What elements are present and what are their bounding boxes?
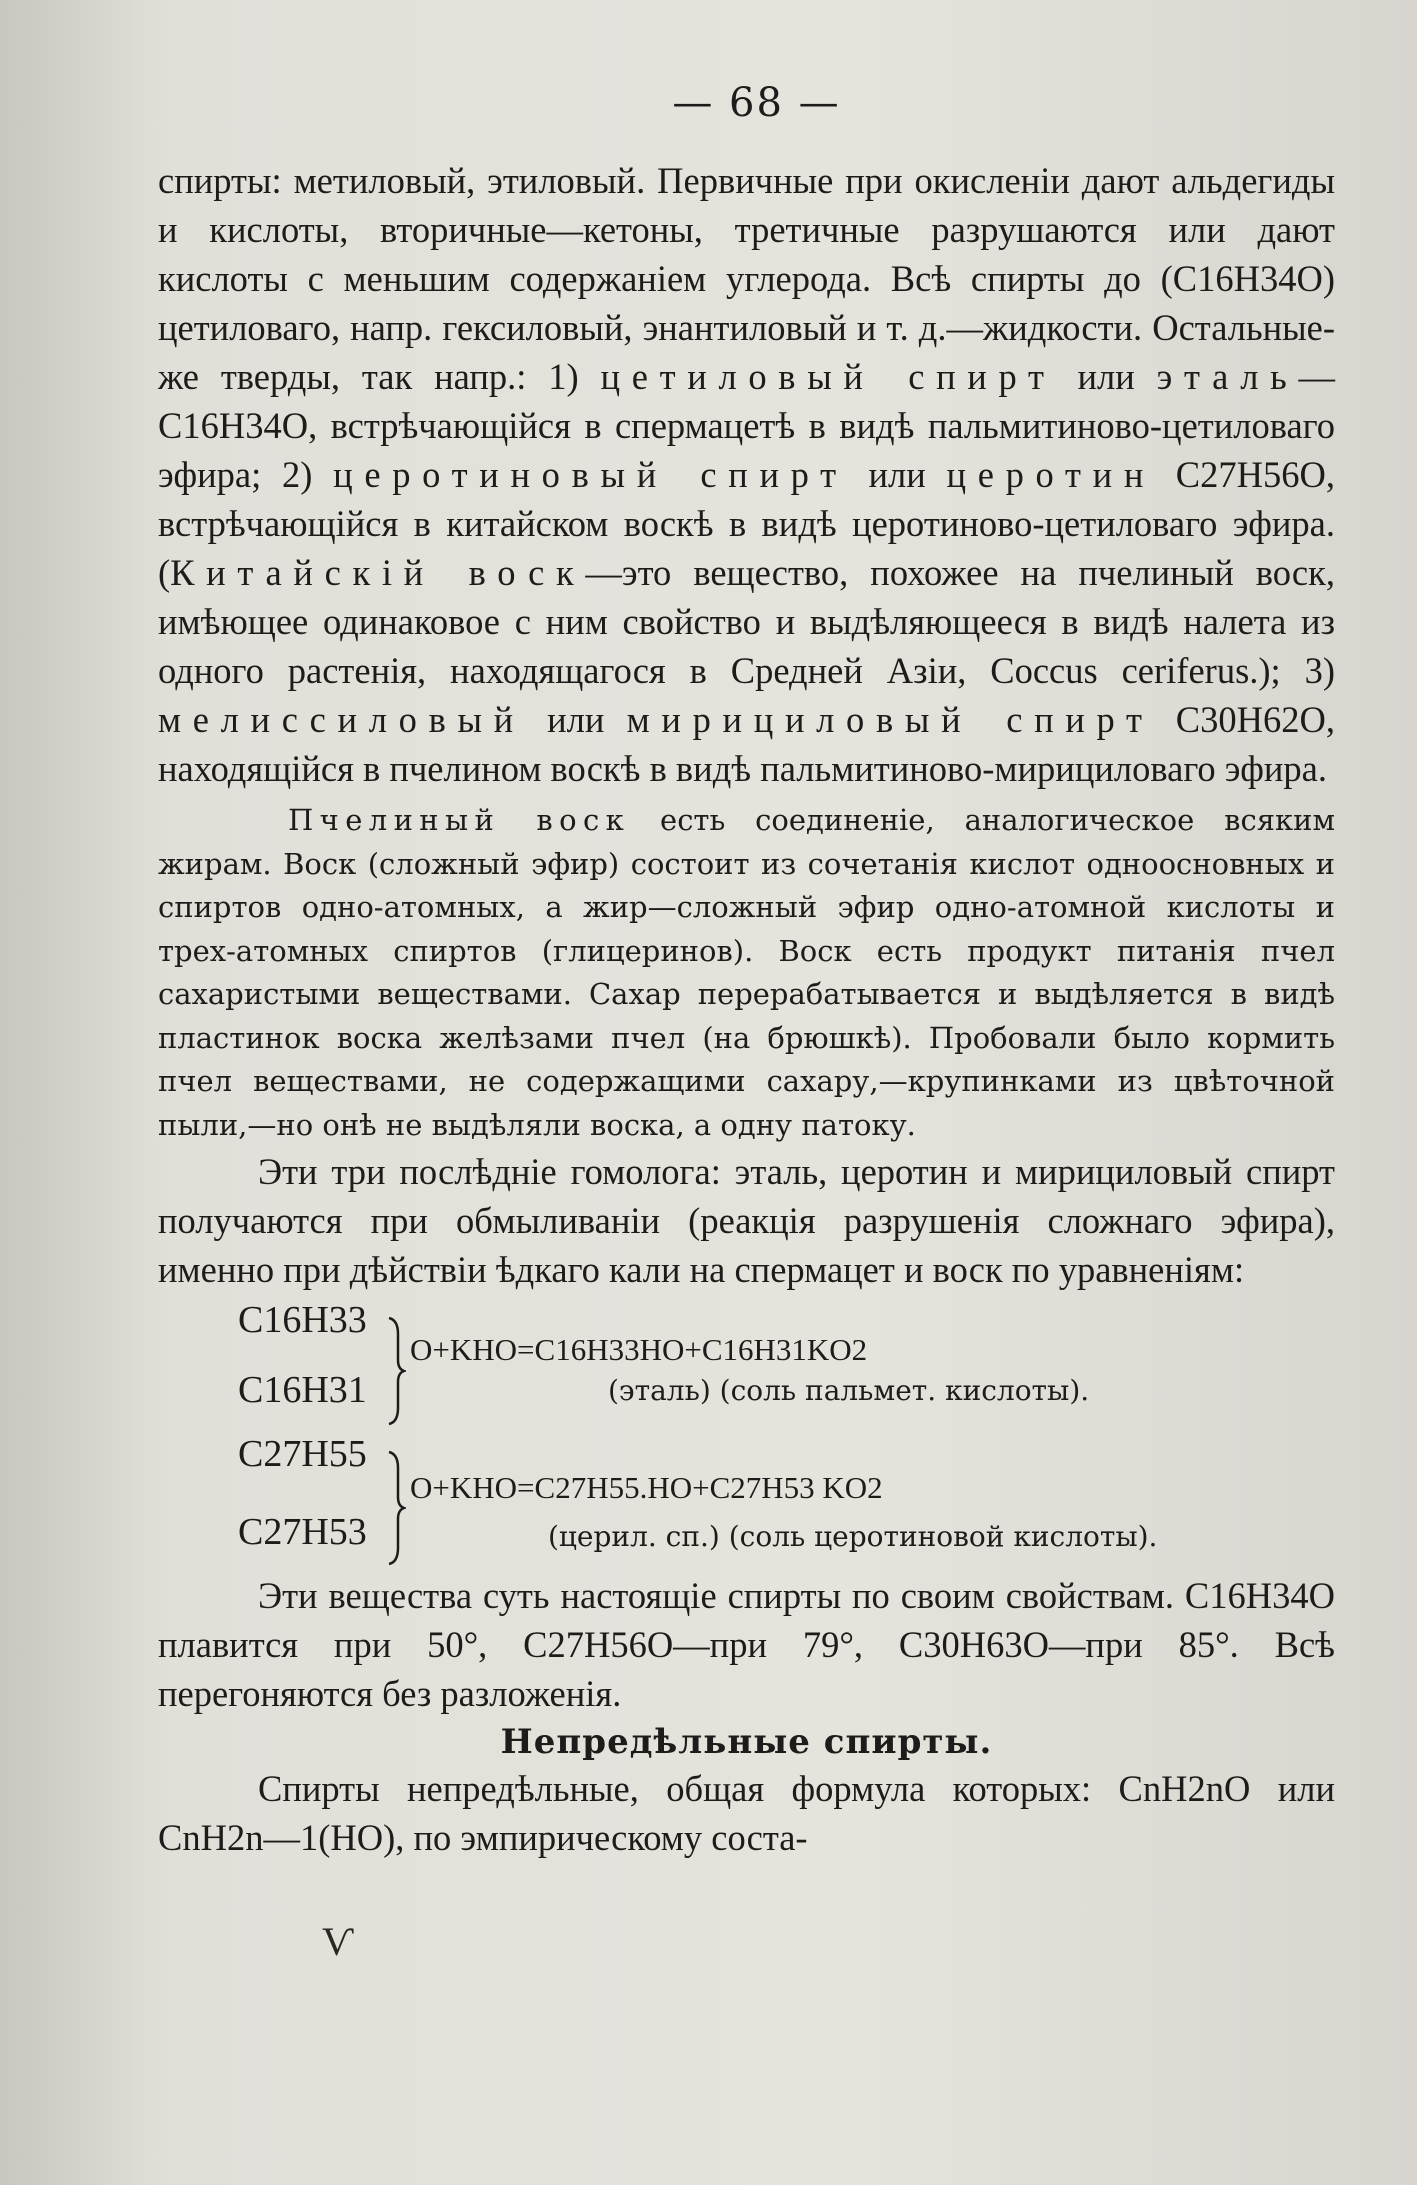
right-brace-icon bbox=[386, 1316, 406, 1426]
text-segment: или bbox=[847, 454, 947, 495]
text-segment: C27H56O, встрѣчающійся в китайском воскѣ в видѣ церотиново-цетиловаго эфира. ( bbox=[158, 454, 1335, 593]
formula-c16h31: C16H31 bbox=[238, 1369, 367, 1411]
equations-block bbox=[238, 1298, 1335, 1643]
equation-note-1: (эталь) (соль пальмет. кислоты). bbox=[608, 1374, 1090, 1407]
formula-c27h55: C27H55 bbox=[238, 1433, 367, 1475]
equation-main-1: O+KHO=C16H33HO+C16H31KO2 bbox=[410, 1332, 868, 1367]
emphasis-term: Китайскій воск bbox=[170, 552, 586, 593]
emphasis-term: мирициловый спирт bbox=[626, 699, 1154, 740]
text-segment: есть соединеніе, аналогическое всяким жирам. Воск (сложный эфир) состоит из сочетанія кислот одноосновных и спиртов одно-атомных, а жир—сложный эфир одно-атомной кислоты и трех-атомных спиртов (глицеринов). Воск есть продукт питанія пчел сахаристыми веществами. Сахар перерабатывается и выдѣляется в видѣ пластинок воска желѣзами пчел (на брюшкѣ). Пробовали было кормить пчел веществами, не содержащими сахару,—крупинками из цвѣточной пыли,—но онѣ не выдѣляли воска, а одну патоку. bbox=[158, 803, 1336, 1142]
right-brace-icon bbox=[386, 1450, 406, 1566]
emphasis-term: цетиловый спирт bbox=[600, 356, 1056, 397]
paragraph-saponification: Эти три послѣдніе гомолога: эталь, церотин и мирициловый спирт получаются при обмыливаніи (реакція разрушенія сложнаго эфира), именно при дѣйствіи ѣдкаго кали на спермацет и воск по уравненіям: bbox=[158, 1151, 1335, 1290]
body-text bbox=[158, 156, 1335, 1862]
text-segment: или bbox=[1055, 356, 1157, 397]
handwritten-margin-mark: Ѵ bbox=[322, 1919, 355, 1964]
text-segment: —это вещество, похожее на пчелиный воск, имѣющее одинаковое с ним свойство и выдѣляющееся в видѣ налета из одного растенія, находящагося в Средней Азіи, Coccus ceriferus.); 3) bbox=[158, 552, 1335, 691]
paragraph-properties: Эти вещества суть настоящіе спирты по своим свойствам. C16H34O плавится при 50°, C27H56O—при 79°, C30H63O—при 85°. Всѣ перегоняются без разложенія. bbox=[158, 1575, 1335, 1714]
emphasis-term: мелиссиловый bbox=[158, 699, 525, 740]
emphasis-term: церотин bbox=[946, 454, 1156, 495]
emphasis-term: Пчелиный воск bbox=[288, 803, 631, 837]
equation-main-2: O+KHO=C27H55.HO+C27H53 KO2 bbox=[410, 1470, 883, 1505]
page-number: — 68 — bbox=[672, 80, 841, 126]
beeswax-note bbox=[158, 799, 1335, 1147]
formula-c16h33: C16H33 bbox=[238, 1299, 367, 1341]
text-segment: C30H62O, находящійся в пчелином воскѣ в видѣ пальмитиново-мирициловаго эфира. bbox=[158, 699, 1335, 789]
equation-note-2: (церил. сп.) (соль церотиновой кислоты). bbox=[548, 1520, 1158, 1553]
text-segment: спирты: метиловый, этиловый. Первичные при окисленіи дают альдегиды и кислоты, вторичные—кетоны, третичные разрушаются или дают кислоты с меньшим содержанiем углерода. Всѣ спирты до (C16H34O) цетиловаго, напр. гексиловый, энантиловый и т. д.—жидкости. Остальные-же тверды, так напр.: 1) bbox=[158, 160, 1335, 397]
section-heading: Непредѣльные спирты. bbox=[500, 1722, 993, 1762]
text-segment: или bbox=[524, 699, 627, 740]
small-print-note bbox=[158, 799, 1335, 1147]
emphasis-term: церотиновый спирт bbox=[333, 454, 848, 495]
paragraph-alcohols bbox=[158, 156, 1335, 793]
paragraph-unsaturated: Спирты непредѣльные, общая формула которых: CnH2nO или CnH2n—1(HO), по эмпирическому соста- bbox=[158, 1768, 1335, 1858]
formula-c27h53: C27H53 bbox=[238, 1511, 367, 1553]
emphasis-term: эталь bbox=[1156, 356, 1299, 397]
text-segment: —C16H34O, встрѣчающійся в спермацетѣ в видѣ пальмитиново-цетиловаго эфира; 2) bbox=[158, 356, 1335, 495]
